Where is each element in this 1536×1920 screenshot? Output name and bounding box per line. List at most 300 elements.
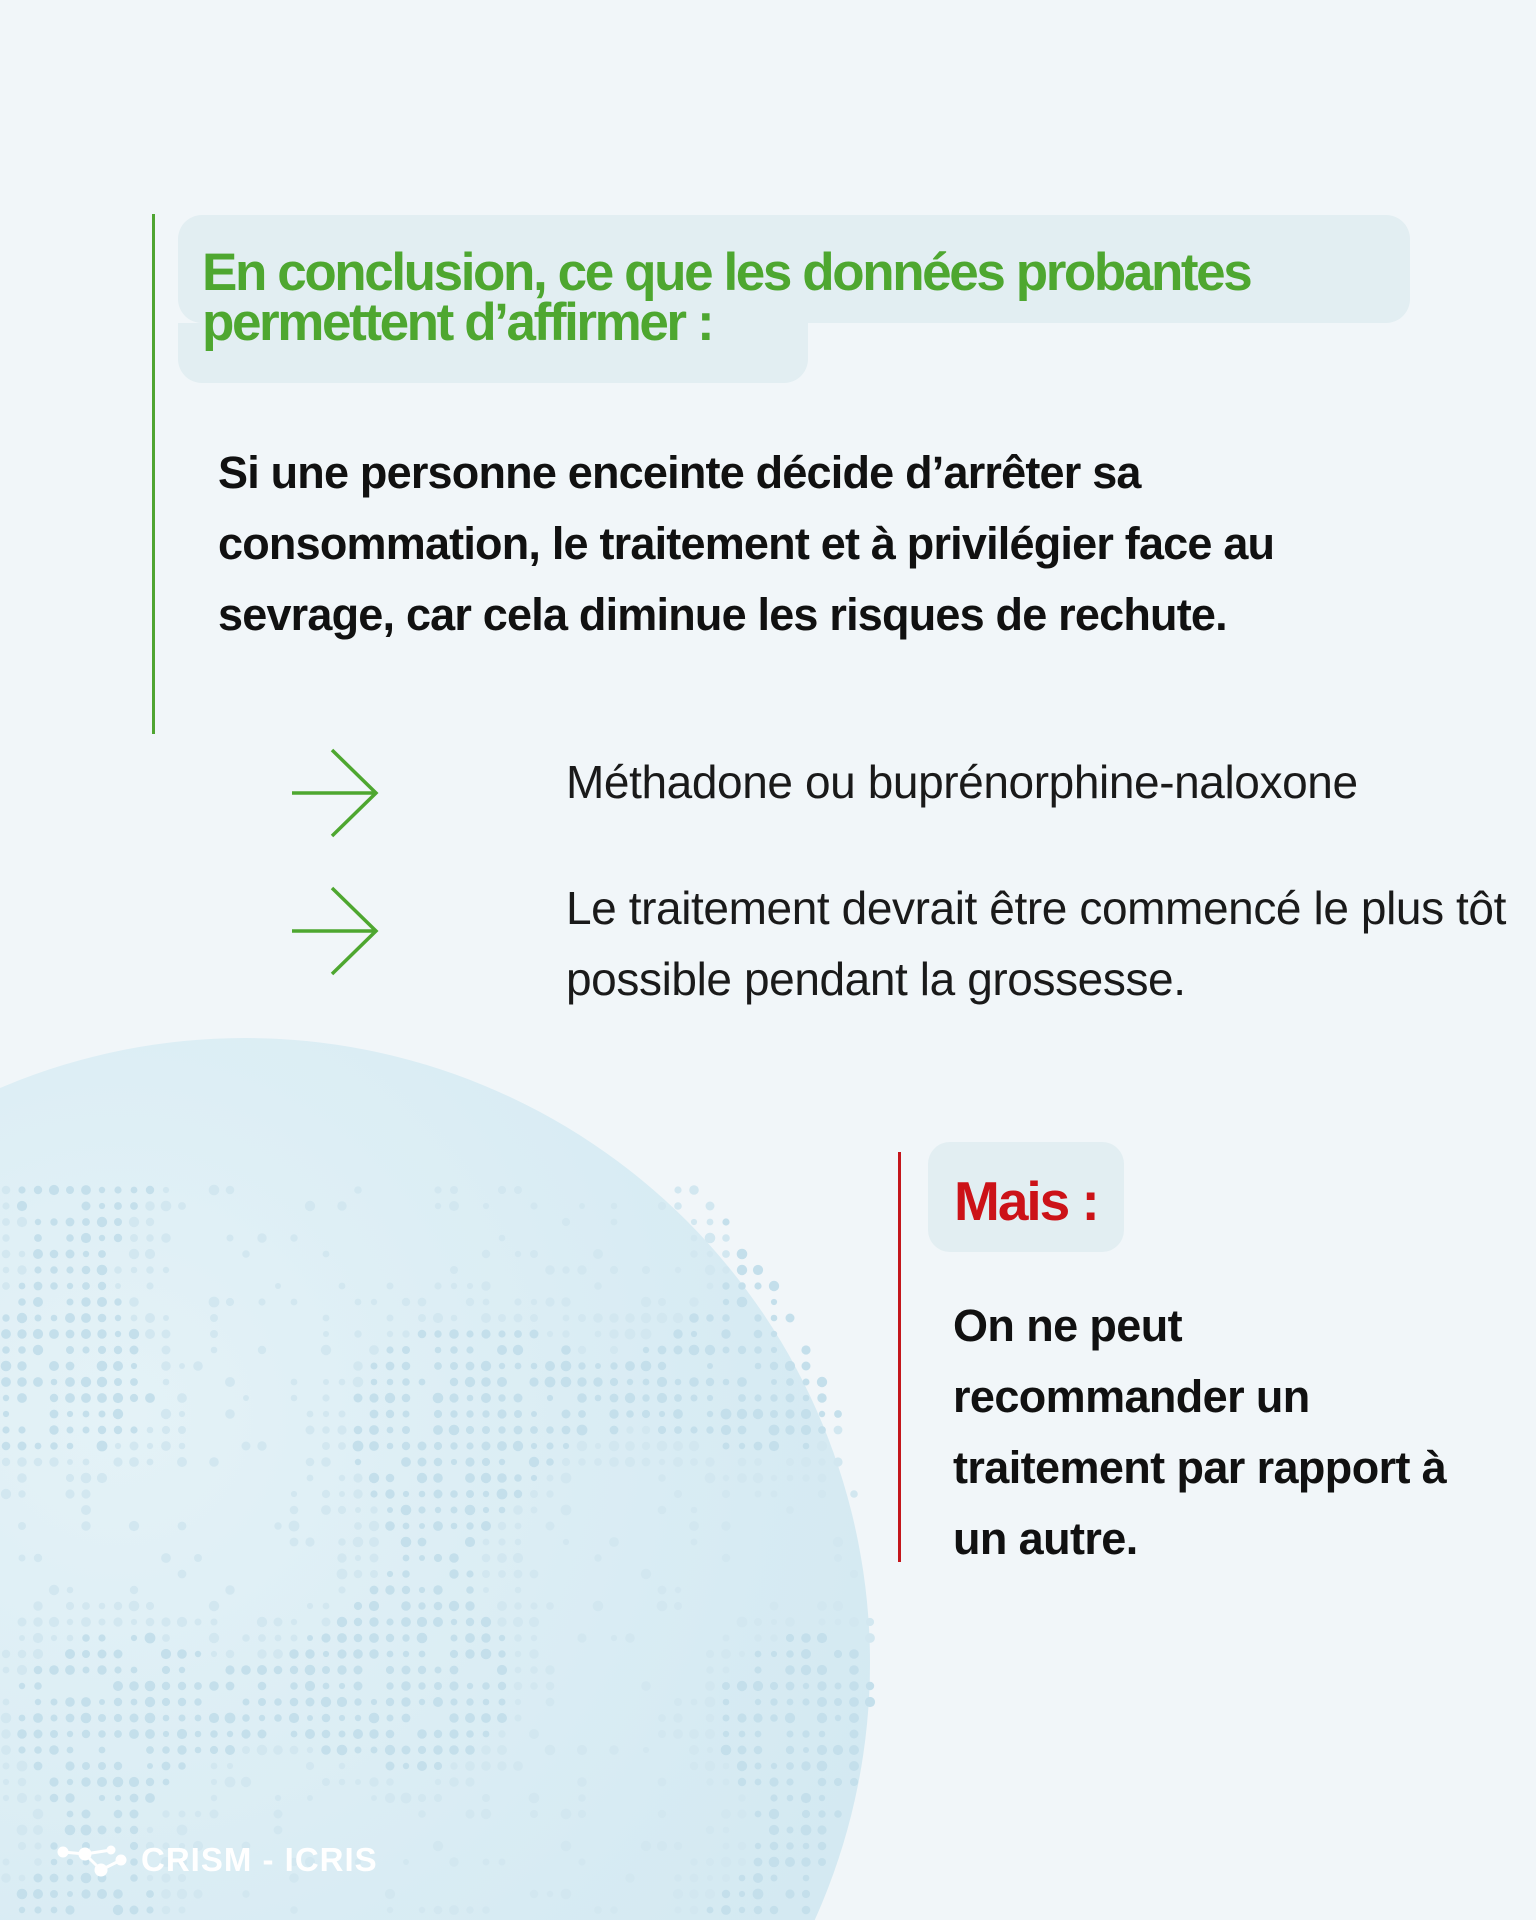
map-dot: [449, 1777, 459, 1787]
map-dot: [369, 1425, 379, 1435]
map-dot: [114, 1298, 121, 1305]
map-dot: [51, 1635, 57, 1641]
map-dot: [17, 1377, 27, 1387]
map-dot: [801, 1825, 812, 1836]
map-dot: [49, 1425, 58, 1434]
map-dot: [131, 1667, 138, 1674]
map-dot: [625, 1633, 635, 1643]
map-dot: [786, 1682, 795, 1691]
map-dot: [194, 1554, 202, 1562]
map-dot: [561, 1297, 570, 1306]
map-dot: [771, 1491, 778, 1498]
map-dot: [514, 1330, 522, 1338]
map-dot: [801, 1409, 811, 1419]
map-dot: [499, 1363, 505, 1369]
map-dot: [1, 1713, 12, 1724]
map-dot: [274, 1810, 283, 1819]
map-dot: [1, 1377, 11, 1387]
map-dot: [18, 1490, 25, 1497]
map-dot: [35, 1219, 41, 1225]
map-dot: [514, 1634, 522, 1642]
map-dot: [193, 1889, 202, 1898]
map-dot: [707, 1363, 713, 1369]
map-dot: [545, 1361, 555, 1371]
arrow-right-icon: [290, 885, 380, 977]
map-dot: [657, 1441, 668, 1452]
map-dot: [483, 1587, 489, 1593]
map-dot: [531, 1475, 537, 1481]
map-dot: [673, 1313, 683, 1323]
map-dot: [866, 1682, 874, 1690]
map-dot: [369, 1393, 378, 1402]
map-dot: [66, 1362, 75, 1371]
map-dot: [561, 1345, 571, 1355]
map-dot: [146, 1234, 154, 1242]
map-dot: [386, 1698, 394, 1706]
map-dot: [33, 1809, 44, 1820]
map-dot: [691, 1219, 697, 1225]
map-dot: [529, 1377, 538, 1386]
map-dot: [17, 1393, 27, 1403]
map-dot: [385, 1793, 395, 1803]
map-dot: [306, 1458, 315, 1467]
map-dot: [401, 1457, 411, 1467]
map-dot: [402, 1570, 410, 1578]
map-dot: [419, 1523, 425, 1529]
map-dot: [81, 1297, 90, 1306]
map-dot: [689, 1377, 699, 1387]
map-dot: [434, 1186, 441, 1193]
map-dot: [163, 1731, 169, 1737]
map-dot: [435, 1507, 441, 1513]
map-dot: [641, 1329, 652, 1340]
map-dot: [354, 1186, 362, 1194]
map-dot: [97, 1777, 107, 1787]
map-dot: [130, 1906, 139, 1915]
map-dot: [387, 1507, 393, 1513]
map-dot: [114, 1762, 122, 1770]
map-dot: [369, 1601, 379, 1611]
map-dot: [387, 1443, 394, 1450]
map-dot: [66, 1250, 75, 1259]
map-dot: [802, 1362, 811, 1371]
map-dot: [641, 1841, 651, 1851]
map-dot: [211, 1779, 217, 1785]
map-dot: [67, 1891, 73, 1897]
map-dot: [737, 1617, 748, 1628]
map-dot: [227, 1763, 233, 1769]
map-dot: [466, 1362, 475, 1371]
map-dot: [338, 1538, 346, 1546]
map-dot: [114, 1266, 122, 1274]
map-dot: [609, 1457, 619, 1467]
map-dot: [130, 1794, 139, 1803]
map-dot: [243, 1699, 250, 1706]
map-dot: [2, 1458, 10, 1466]
map-dot: [818, 1858, 826, 1866]
map-dot: [289, 1649, 298, 1658]
map-dot: [81, 1377, 91, 1387]
map-dot: [98, 1282, 106, 1290]
map-dot: [211, 1795, 217, 1801]
map-dot: [737, 1809, 746, 1818]
map-dot: [49, 1665, 59, 1675]
map-dot: [721, 1809, 731, 1819]
map-dot: [498, 1186, 506, 1194]
map-dot: [449, 1681, 458, 1690]
map-dot: [611, 1635, 617, 1641]
map-dot: [577, 1265, 586, 1274]
map-dot: [610, 1378, 618, 1386]
map-dot: [466, 1730, 474, 1738]
map-dot: [754, 1746, 763, 1755]
map-dot: [129, 1217, 139, 1227]
arrow-right-icon: [290, 747, 380, 839]
map-dot: [849, 1713, 859, 1723]
map-dot: [177, 1889, 187, 1899]
map-dot: [531, 1363, 538, 1370]
map-dot: [98, 1250, 106, 1258]
map-dot: [754, 1330, 763, 1339]
map-dot: [34, 1234, 42, 1242]
map-dot: [353, 1537, 364, 1548]
map-dot: [19, 1715, 26, 1722]
map-dot: [274, 1698, 282, 1706]
map-dot: [834, 1698, 842, 1706]
map-dot: [162, 1666, 170, 1674]
map-dot: [193, 1361, 203, 1371]
map-dot: [402, 1714, 411, 1723]
map-dot: [178, 1682, 186, 1690]
map-dot: [450, 1666, 459, 1675]
map-dot: [498, 1522, 506, 1530]
map-dot: [465, 1745, 475, 1755]
map-dot: [866, 1618, 874, 1626]
map-dot: [257, 1665, 267, 1675]
map-dot: [530, 1890, 538, 1898]
map-dot: [513, 1441, 523, 1451]
map-dot: [562, 1426, 571, 1435]
map-dot: [19, 1875, 26, 1882]
map-dot: [657, 1313, 668, 1324]
map-dot: [387, 1571, 393, 1577]
map-dot: [818, 1474, 827, 1483]
map-dot: [97, 1889, 107, 1899]
map-dot: [225, 1777, 236, 1788]
map-dot: [114, 1810, 123, 1819]
map-dot: [145, 1249, 155, 1259]
map-dot: [529, 1793, 540, 1804]
map-dot: [466, 1906, 473, 1913]
map-dot: [690, 1906, 699, 1915]
map-dot: [769, 1281, 779, 1291]
map-dot: [674, 1202, 682, 1210]
map-dot: [98, 1730, 106, 1738]
map-dot: [387, 1427, 394, 1434]
map-dot: [82, 1730, 90, 1738]
map-dot: [610, 1426, 619, 1435]
map-dot: [418, 1298, 427, 1307]
map-dot: [449, 1425, 460, 1436]
map-dot: [738, 1346, 746, 1354]
map-dot: [722, 1218, 729, 1225]
map-dot: [691, 1539, 698, 1546]
map-dot: [465, 1777, 474, 1786]
map-dot: [306, 1426, 315, 1435]
map-dot: [113, 1393, 123, 1403]
map-dot: [817, 1713, 827, 1723]
map-dot: [177, 1617, 187, 1627]
map-dot: [210, 1314, 218, 1322]
map-dot: [434, 1762, 442, 1770]
map-dot: [386, 1618, 393, 1625]
map-dot: [33, 1825, 43, 1835]
map-dot: [434, 1458, 443, 1467]
map-dot: [83, 1251, 89, 1257]
map-dot: [50, 1250, 59, 1259]
map-dot: [354, 1394, 363, 1403]
map-dot: [402, 1442, 410, 1450]
map-dot: [401, 1601, 411, 1611]
map-dot: [707, 1907, 714, 1914]
map-dot: [817, 1825, 826, 1834]
map-dot: [449, 1569, 458, 1578]
map-dot: [18, 1746, 25, 1753]
map-dot: [3, 1395, 9, 1401]
map-dot: [785, 1361, 795, 1371]
map-dot: [146, 1746, 154, 1754]
map-dot: [178, 1426, 186, 1434]
map-dot: [2, 1186, 11, 1195]
map-dot: [498, 1730, 505, 1737]
map-dot: [723, 1731, 729, 1737]
map-dot: [337, 1617, 347, 1627]
map-dot: [274, 1618, 283, 1627]
map-dot: [401, 1681, 411, 1691]
map-dot: [290, 1234, 297, 1241]
map-dot: [433, 1521, 443, 1531]
map-dot: [211, 1619, 218, 1626]
map-dot: [689, 1185, 699, 1195]
map-dot: [529, 1457, 539, 1467]
map-dot: [483, 1299, 490, 1306]
map-dot: [673, 1713, 682, 1722]
map-dot: [498, 1650, 505, 1657]
map-dot: [738, 1778, 746, 1786]
map-dot: [482, 1442, 491, 1451]
map-dot: [402, 1378, 410, 1386]
map-dot: [115, 1331, 121, 1337]
map-dot: [34, 1858, 42, 1866]
map-dot: [737, 1377, 747, 1387]
map-dot: [578, 1794, 586, 1802]
map-dot: [658, 1714, 666, 1722]
map-dot: [530, 1810, 538, 1818]
map-dot: [497, 1601, 507, 1611]
map-dot: [3, 1779, 9, 1785]
map-dot: [673, 1457, 683, 1467]
map-dot: [371, 1379, 378, 1386]
map-dot: [739, 1891, 745, 1897]
map-dot: [65, 1649, 75, 1659]
map-dot: [50, 1730, 58, 1738]
map-dot: [65, 1793, 74, 1802]
map-dot: [65, 1665, 75, 1675]
map-dot: [818, 1618, 825, 1625]
map-dot: [449, 1713, 458, 1722]
map-dot: [674, 1490, 682, 1498]
map-dot: [595, 1331, 602, 1338]
map-dot: [369, 1345, 379, 1355]
map-dot: [162, 1698, 170, 1706]
map-dot: [97, 1473, 107, 1483]
map-dot: [129, 1297, 139, 1307]
map-dot: [177, 1393, 187, 1403]
map-dot: [129, 1729, 139, 1739]
map-dot: [770, 1714, 778, 1722]
map-dot: [67, 1747, 74, 1754]
map-dot: [481, 1649, 492, 1660]
map-dot: [723, 1827, 730, 1834]
map-dot: [81, 1889, 90, 1898]
map-dot: [642, 1426, 650, 1434]
map-dot: [369, 1473, 379, 1483]
map-dot: [131, 1363, 137, 1369]
map-dot: [577, 1745, 587, 1755]
map-dot: [114, 1730, 122, 1738]
map-dot: [737, 1681, 747, 1691]
map-dot: [817, 1377, 827, 1387]
map-dot: [689, 1441, 699, 1451]
map-dot: [114, 1202, 122, 1210]
map-dot: [98, 1714, 106, 1722]
map-dot: [499, 1699, 506, 1706]
map-dot: [146, 1282, 153, 1289]
map-dot: [834, 1410, 842, 1418]
map-dot: [450, 1698, 457, 1705]
map-dot: [418, 1458, 427, 1467]
lead-paragraph: Si une personne enceinte décide d’arrêter sa consommation, le traitement et à privilégier face au sevrage, car cela diminue les risques de rechute.: [218, 447, 1275, 640]
map-dot: [97, 1265, 108, 1276]
map-dot: [435, 1347, 442, 1354]
map-dot: [817, 1745, 827, 1755]
map-dot: [291, 1619, 297, 1625]
map-dot: [691, 1331, 697, 1337]
map-dot: [722, 1554, 730, 1562]
map-dot: [337, 1745, 348, 1756]
map-dot: [34, 1282, 43, 1291]
map-dot: [721, 1521, 730, 1530]
map-dot: [354, 1666, 363, 1675]
map-dot: [721, 1649, 731, 1659]
map-dot: [353, 1649, 363, 1659]
map-dot: [705, 1233, 716, 1244]
map-dot: [818, 1458, 825, 1465]
map-dot: [17, 1665, 27, 1675]
map-dot: [81, 1473, 92, 1484]
map-dot: [691, 1699, 698, 1706]
map-dot: [353, 1441, 364, 1452]
map-dot: [817, 1441, 827, 1451]
map-dot: [242, 1746, 250, 1754]
map-dot: [98, 1650, 107, 1659]
map-dot: [339, 1731, 346, 1738]
map-dot: [369, 1729, 378, 1738]
map-dot: [3, 1411, 9, 1417]
map-dot: [802, 1474, 809, 1481]
map-dot: [114, 1186, 121, 1193]
map-dot: [307, 1411, 314, 1418]
map-dot: [723, 1667, 730, 1674]
map-dot: [419, 1699, 425, 1705]
map-dot: [67, 1411, 73, 1417]
map-dot: [131, 1187, 138, 1194]
map-dot: [690, 1858, 697, 1865]
map-dot: [258, 1682, 267, 1691]
map-dot: [33, 1889, 43, 1899]
map-dot: [609, 1537, 619, 1547]
map-dot: [659, 1411, 665, 1417]
map-dot: [257, 1649, 266, 1658]
map-dot: [81, 1825, 92, 1836]
map-dot: [274, 1666, 283, 1675]
map-dot: [578, 1346, 586, 1354]
map-dot: [226, 1298, 234, 1306]
map-dot: [274, 1522, 281, 1529]
map-dot: [738, 1794, 746, 1802]
map-dot: [531, 1443, 537, 1449]
map-dot: [707, 1875, 713, 1881]
map-dot: [658, 1346, 667, 1355]
map-dot: [657, 1841, 667, 1851]
map-dot: [51, 1315, 58, 1322]
map-dot: [307, 1795, 313, 1801]
map-dot: [531, 1299, 537, 1305]
map-dot: [18, 1618, 27, 1627]
map-dot: [530, 1602, 537, 1609]
map-dot: [354, 1522, 362, 1530]
map-dot: [531, 1507, 538, 1514]
map-dot: [850, 1490, 858, 1498]
map-dot: [50, 1218, 57, 1225]
map-dot: [370, 1586, 379, 1595]
map-dot: [386, 1410, 394, 1418]
map-dot: [514, 1682, 523, 1691]
map-dot: [162, 1346, 171, 1355]
map-dot: [547, 1891, 553, 1897]
map-dot: [402, 1634, 409, 1641]
map-dot: [177, 1745, 186, 1754]
map-dot: [387, 1715, 394, 1722]
map-dot: [530, 1570, 539, 1579]
map-dot: [465, 1649, 474, 1658]
map-dot: [466, 1618, 474, 1626]
map-dot: [481, 1313, 491, 1323]
map-dot: [35, 1443, 42, 1450]
map-dot: [67, 1635, 74, 1642]
map-dot: [482, 1250, 490, 1258]
map-dot: [722, 1282, 729, 1289]
map-dot: [578, 1410, 586, 1418]
map-dot: [563, 1539, 569, 1545]
map-dot: [83, 1411, 90, 1418]
map-dot: [130, 1234, 138, 1242]
map-dot: [786, 1762, 794, 1770]
map-dot: [354, 1330, 361, 1337]
map-dot: [162, 1682, 170, 1690]
map-dot: [642, 1458, 651, 1467]
map-dot: [209, 1297, 220, 1308]
